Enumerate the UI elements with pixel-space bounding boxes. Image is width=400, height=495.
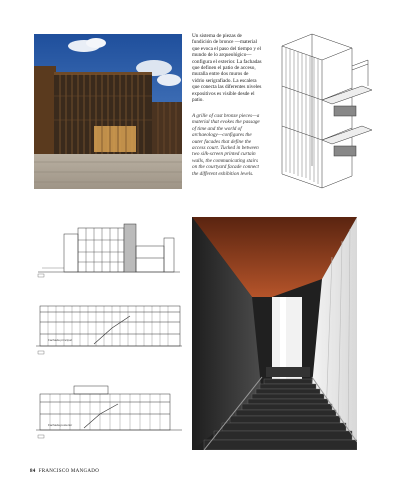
elevation-2-label: Fachada posterior <box>48 423 73 427</box>
footer-author: FRANCISCO MANGADO <box>38 469 100 474</box>
page-footer <box>30 469 230 474</box>
building-exterior-photo <box>34 34 182 189</box>
elevation-1-label: Fachada principal <box>48 338 72 342</box>
caption-spanish: Un sistema de piezas de fundición de bronce —material que evoca el paso del tiempo y el mundo de lo arqueológico— configura el exterior. La fachadas que definen el patio de acceso, muralla entre dos muros de vidrio serigrafiado. La escalera que conecta las diferentes niveles expositivos es visible desde el patio. <box>192 33 262 104</box>
axonometric-detail-drawing <box>272 26 376 194</box>
building-section-drawing <box>34 220 184 280</box>
main-facade-elevation <box>34 296 184 358</box>
page-number: 84 <box>30 469 36 474</box>
caption-english: A grille of cast bronze pieces—a material that evokes the passage of time and the world of archaeology—configures the outer facades that define the access court. Tucked in between two silk-screen printed curtain walls, the communicating stairs on the courtyard facade connect the different exhibition levels. <box>192 113 260 177</box>
rear-facade-elevation <box>34 380 184 442</box>
stairwell-interior-photo <box>192 217 357 450</box>
